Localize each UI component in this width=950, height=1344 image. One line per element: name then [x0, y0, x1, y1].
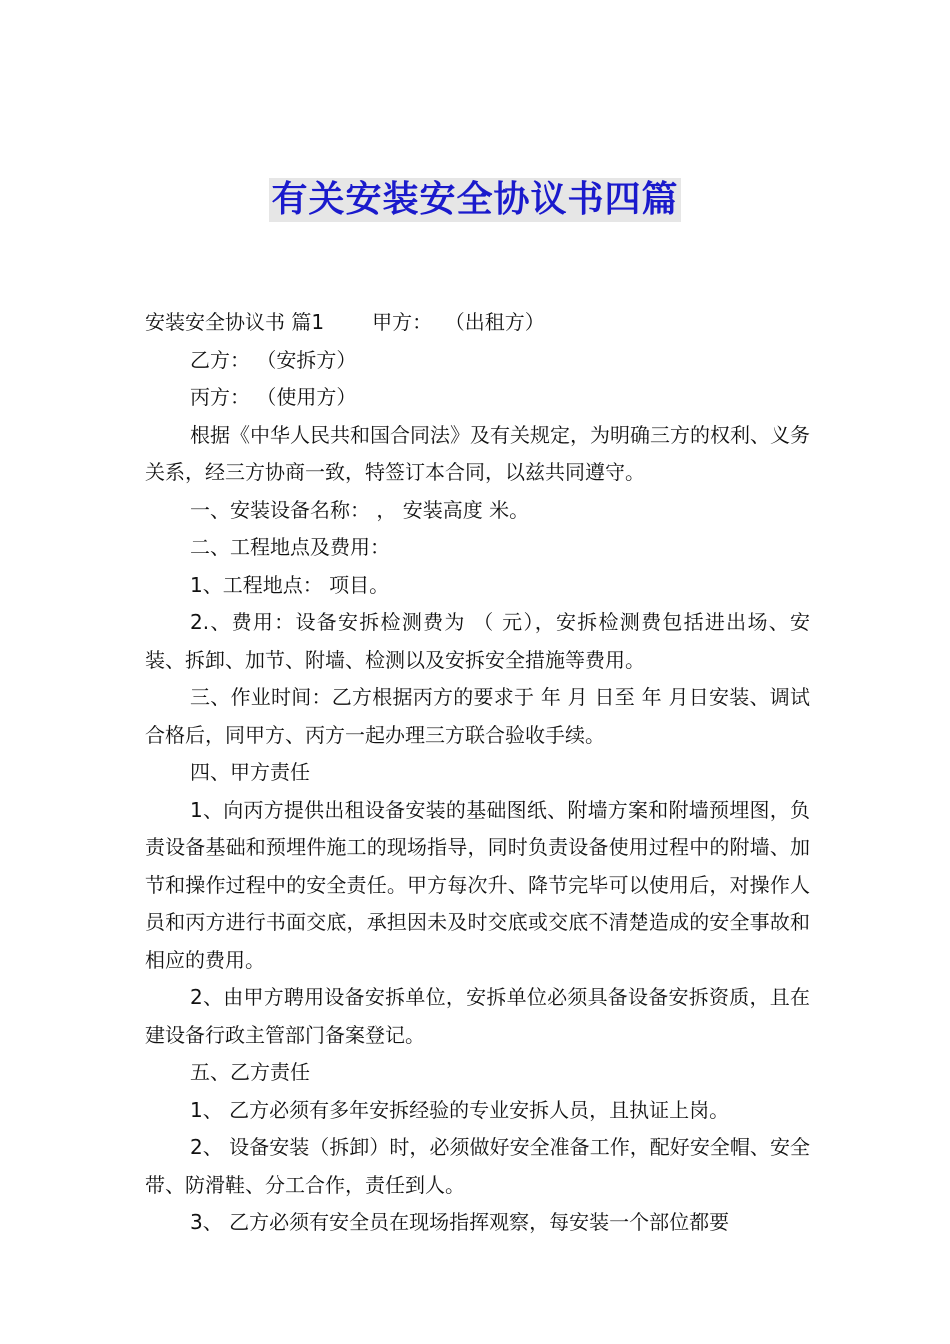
paragraph: 2、由甲方聘用设备安拆单位，安拆单位必须具备设备安拆资质，且在建设备行政主管部门备案登记。: [145, 985, 810, 1047]
document-title: 有关安装安全协议书四篇: [271, 179, 679, 220]
paragraph: 1、工程地点： 项目。: [190, 572, 390, 597]
title-wrap: [0, 178, 950, 222]
party-a-line: 甲方： （出租方）: [372, 310, 545, 334]
paragraph: 2.、费用：设备安拆检测费为 （ 元），安拆检测费包括进出场、安装、拆卸、加节、附墙、检测以及安拆安全措施等费用。: [145, 610, 810, 672]
paragraph: 乙方： （安拆方）: [190, 347, 357, 372]
paragraph: 1、向丙方提供出租设备安装的基础图纸、附墙方案和附墙预埋图，负责设备基础和预埋件施工的现场指导，同时负责设备使用过程中的附墙、加节和操作过程中的安全责任。甲方每次升、降节完毕可以使用后，对操作人员和丙方进行书面交底，承担因未及时交底或交底不清楚造成的安全事故和相应的费用。: [145, 797, 810, 972]
paragraph: 五、乙方责任: [190, 1060, 310, 1084]
paragraph: 一、安装设备名称： ， 安装高度 米。: [190, 497, 530, 522]
document-body: [145, 304, 810, 1242]
paragraph: 3、 乙方必须有安全员在现场指挥观察，每安装一个部位都要: [190, 1210, 730, 1234]
paragraph: 1、 乙方必须有多年安拆经验的专业安拆人员，且执证上岗。: [190, 1097, 730, 1122]
paragraph: 丙方： （使用方）: [190, 385, 357, 409]
paragraph: 2、 设备安装（拆卸）时，必须做好安全准备工作，配好安全帽、安全带、防滑鞋、分工合作，责任到人。: [145, 1135, 810, 1197]
paragraph: 三、作业时间：乙方根据丙方的要求于 年 月 日至 年 月日安装、调试合格后，同甲方、丙方一起办理三方联合验收手续。: [145, 685, 810, 747]
paragraph: 二、工程地点及费用：: [190, 535, 390, 559]
first-line: [145, 304, 810, 342]
section-heading: 安装安全协议书 篇1: [145, 310, 325, 334]
paragraph: 根据《中华人民共和国合同法》及有关规定，为明确三方的权利、义务关系，经三方协商一致，特签订本合同，以兹共同遵守。: [145, 422, 810, 484]
paragraph: 四、甲方责任: [190, 760, 310, 784]
